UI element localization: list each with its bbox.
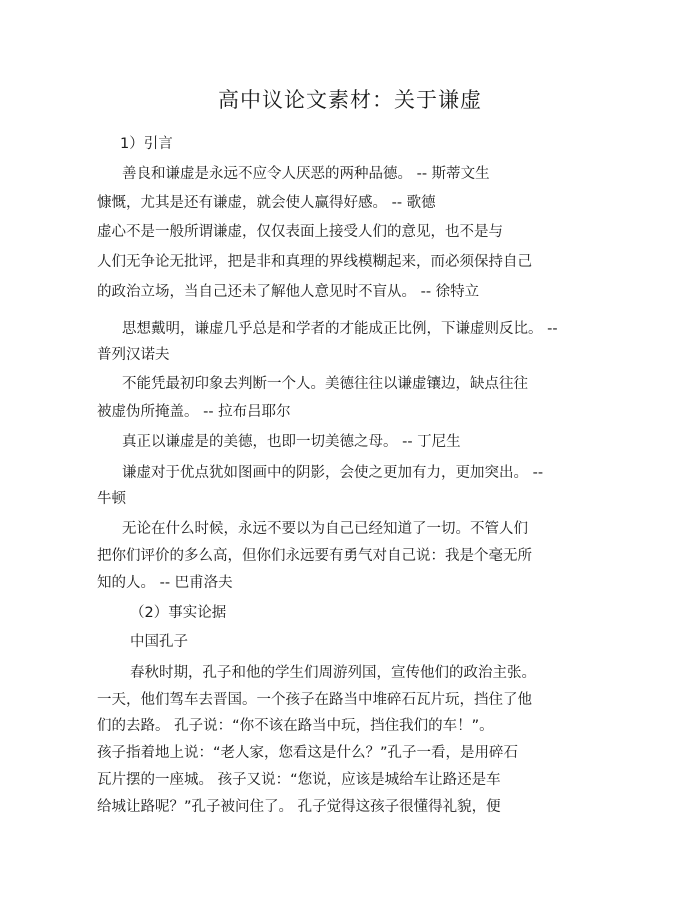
quote-line: 把你们评价的多么高，但你们永远要有勇气对自己说：我是个毫无所: [97, 548, 532, 564]
quote-line: 知的人。 -- 巴甫洛夫: [97, 575, 233, 591]
quote-line: 牛顿: [97, 491, 126, 507]
story-line: 们的去路。 孔子说：“你不该在路当中玩，挡住我们的车！”。: [97, 718, 494, 734]
quote-line: 普列汉诺夫: [97, 347, 170, 363]
quote-line: 谦虚对于优点犹如图画中的阴影，会使之更加有力，更加突出。 --: [122, 465, 544, 481]
quote-line: 人们无争论无批评，把是非和真理的界线模糊起来，而必须保持自己: [97, 254, 532, 270]
story-line: 春秋时期，孔子和他的学生们周游列国，宣传他们的政治主张。: [130, 665, 536, 681]
section-heading-facts: （2）事实论据: [130, 605, 227, 621]
quote-line: 的政治立场，当自己还未了解他人意见时不盲从。 -- 徐特立: [97, 284, 480, 300]
section-heading-introduction: 1）引言: [120, 136, 173, 152]
subheading-confucius: 中国孔子: [130, 634, 188, 650]
quote-line: 被虚伪所掩盖。 -- 拉布吕耶尔: [97, 404, 291, 420]
story-line: 给城让路呢？”孔子被问住了。 孔子觉得这孩子很懂得礼貌，便: [97, 799, 501, 815]
story-line: 瓦片摆的一座城。 孩子又说：“您说，应该是城给车让路还是车: [97, 772, 501, 788]
quote-line: 思想戴明，谦虚几乎总是和学者的才能成正比例，下谦虚则反比。 --: [122, 321, 558, 337]
quote-line: 不能凭最初印象去判断一个人。美德往往以谦虚镶边，缺点往往: [122, 376, 528, 392]
quote-line: 虚心不是一般所谓谦虚，仅仅表面上接受人们的意见，也不是与: [97, 224, 503, 240]
document-title: 高中议论文素材：关于谦虚: [218, 88, 482, 112]
story-line: 孩子指着地上说：“老人家，您看这是什么？”孔子一看，是用碎石: [97, 745, 519, 761]
quote-line: 真正以谦虚是的美德，也即一切美德之母。 -- 丁尼生: [122, 434, 461, 450]
quote-line: 无论在什么时候，永远不要以为自己已经知道了一切。不管人们: [122, 521, 528, 537]
quote-line: 慷慨，尤其是还有谦虚，就会使人赢得好感。 -- 歌德: [97, 195, 436, 211]
story-line: 一天，他们驾车去晋国。一个孩子在路当中堆碎石瓦片玩，挡住了他: [97, 692, 532, 708]
quote-line: 善良和谦虚是永远不应令人厌恶的两种品德。 -- 斯蒂文生: [122, 166, 490, 182]
